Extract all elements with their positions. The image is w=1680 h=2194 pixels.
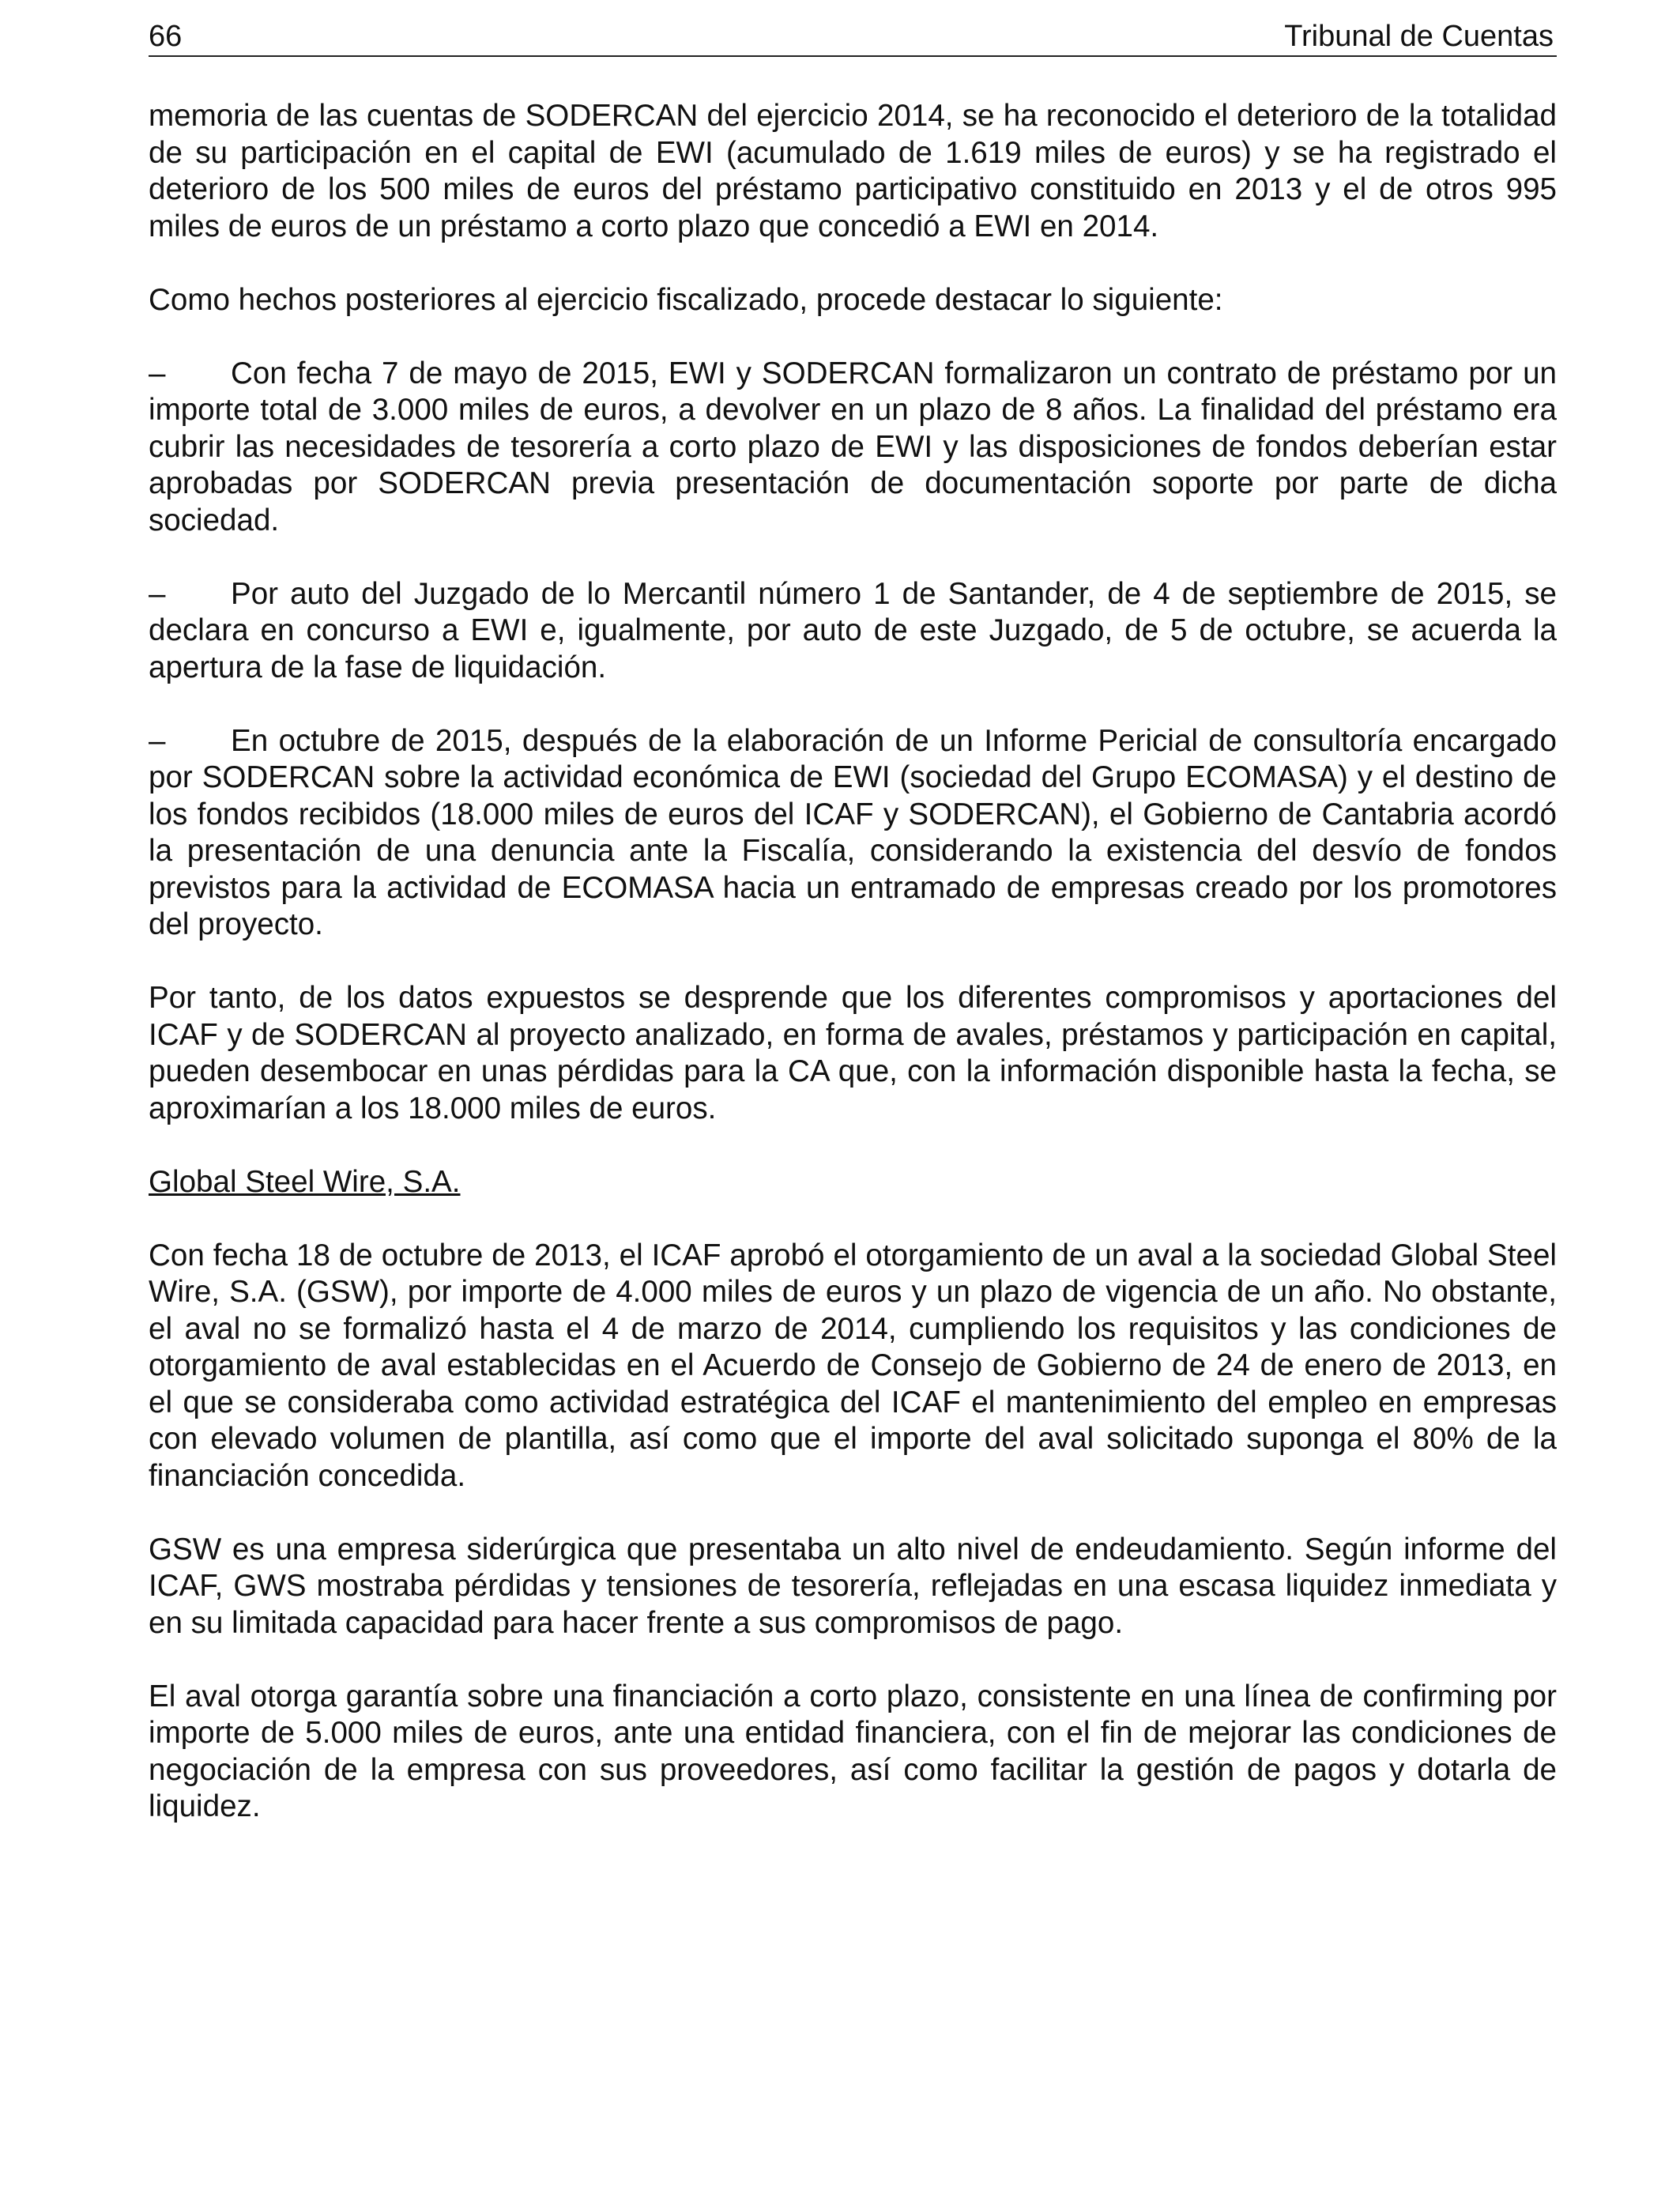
bullet-dash: –: [149, 576, 166, 611]
bullet-dash: –: [149, 356, 166, 390]
paragraph-hechos-posteriores: Como hechos posteriores al ejercicio fiscalizado, procede destacar lo siguiente:: [149, 282, 1223, 317]
paragraph-aval-gsw: Con fecha 18 de octubre de 2013, el ICAF aprobó el otorgamiento de un aval a la sociedad Global Steel Wire, S.A. (GSW), por importe de 4.000 miles de euros y un plazo de vigencia de un año. No obstante, el aval no se formalizó hasta el 4 de marzo de 2014, cumpliendo los requisitos y las condiciones de otorgamiento de aval establecidas en el Acuerdo de Consejo de Gobierno de 24 de enero de 2013, en el que se consideraba como actividad estratégica del ICAF el mantenimiento del empleo en empresas con elevado volumen de plantilla, así como que el importe del aval solicitado suponga el 80% de la financiación concedida.: [149, 1238, 1557, 1493]
paragraph-aval-garantia: El aval otorga garantía sobre una financiación a corto plazo, consistente en una línea de confirming por importe de 5.000 miles de euros, ante una entidad financiera, con el fin de mejorar las condiciones de negociación de la empresa con sus proveedores, así como facilitar la gestión de pagos y dotarla de liquidez.: [149, 1679, 1557, 1823]
bullet-denuncia: [149, 723, 1557, 944]
bullet-prestamo: [149, 356, 1557, 540]
page-number: 66: [149, 20, 183, 53]
bullet-prestamo-text: Con fecha 7 de mayo de 2015, EWI y SODERCAN formalizaron un contrato de préstamo por un importe total de 3.000 miles de euros, a devolver en un plazo de 8 años. La finalidad del préstamo era cubrir las necesidades de tesorería a corto plazo de EWI y las disposiciones de fondos deberían estar aprobadas por SODERCAN previa presentación de documentación soporte por parte de dicha sociedad.: [149, 356, 1557, 537]
bullet-concurso-text: Por auto del Juzgado de lo Mercantil número 1 de Santander, de 4 de septiembre de 2015, se declara en concurso a EWI e, igualmente, por auto de este Juzgado, de 5 de octubre, se acuerda la apertura de la fase de liquidación.: [149, 576, 1557, 684]
bullet-denuncia-text: En octubre de 2015, después de la elaboración de un Informe Pericial de consultoría encargado por SODERCAN sobre la actividad económica de EWI (sociedad del Grupo ECOMASA) y el destino de los fondos recibidos (18.000 miles de euros del ICAF y SODERCAN), el Gobierno de Cantabria acordó la presentación de una denuncia ante la Fiscalía, considerando la existencia del desvío de fondos previstos para la actividad de ECOMASA hacia un entramado de empresas creado por los promotores del proyecto.: [149, 723, 1557, 941]
paragraph-deterioro: memoria de las cuentas de SODERCAN del ejercicio 2014, se ha reconocido el deterioro de la totalidad de su participación en el capital de EWI (acumulado de 1.619 miles de euros) y se ha registrado el deterioro de los 500 miles de euros del préstamo participativo constituido en 2013 y el de otros 995 miles de euros de un préstamo a corto plazo que concedió a EWI en 2014.: [149, 99, 1557, 243]
paragraph-gsw-empresa: GSW es una empresa siderúrgica que presentaba un alto nivel de endeudamiento. Según informe del ICAF, GWS mostraba pérdidas y tensiones de tesorería, reflejadas en una escasa liquidez inmediata y en su limitada capacidad para hacer frente a sus compromisos de pago.: [149, 1532, 1557, 1640]
paragraph-conclusion: Por tanto, de los datos expuestos se desprende que los diferentes compromisos y aportaciones del ICAF y de SODERCAN al proyecto analizado, en forma de avales, préstamos y participación en capital, pueden desembocar en unas pérdidas para la CA que, con la información disponible hasta la fecha, se aproximarían a los 18.000 miles de euros.: [149, 981, 1557, 1125]
bullet-concurso: [149, 576, 1557, 687]
page-header: [149, 17, 1557, 57]
document-body: [149, 98, 1557, 1862]
running-title: Tribunal de Cuentas: [1284, 20, 1554, 53]
section-subheading: Global Steel Wire, S.A.: [149, 1164, 461, 1199]
bullet-dash: –: [149, 723, 166, 758]
